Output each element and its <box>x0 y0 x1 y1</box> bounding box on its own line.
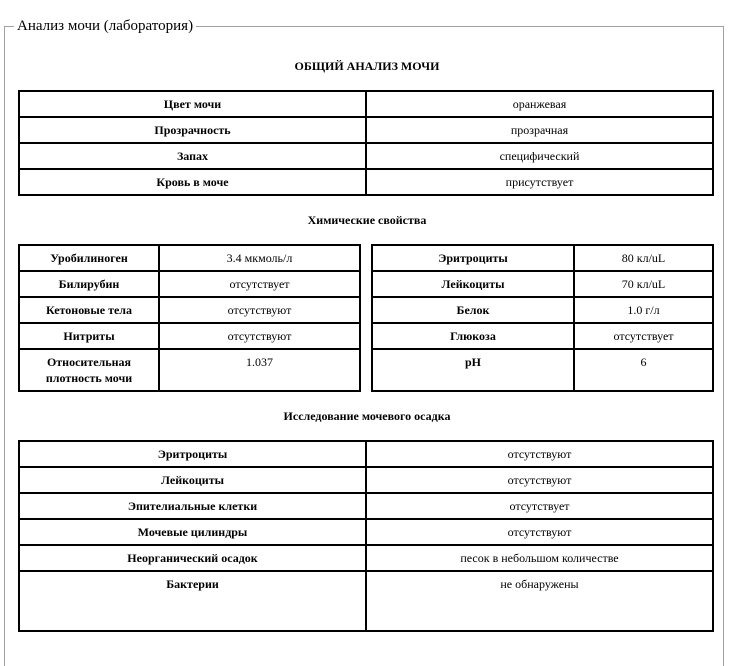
row-value: 1.0 г/л <box>574 297 713 323</box>
table-row <box>19 323 360 349</box>
row-value: специфический <box>366 143 713 169</box>
table-row <box>372 245 713 271</box>
row-label: Бактерии <box>19 571 366 631</box>
row-label: Уробилиноген <box>19 245 159 271</box>
table-row <box>19 297 360 323</box>
row-value: 70 кл/uL <box>574 271 713 297</box>
row-value: отсутствует <box>159 271 360 297</box>
row-label: Прозрачность <box>19 117 366 143</box>
row-value: отсутствует <box>574 323 713 349</box>
row-value: песок в небольшом количестве <box>366 545 713 571</box>
chemical-left-table <box>18 244 361 392</box>
row-value: не обнаружены <box>366 571 713 631</box>
table-row <box>19 349 360 391</box>
chemical-right-table <box>371 244 714 392</box>
row-label: Эпителиальные клетки <box>19 493 366 519</box>
general-properties-table <box>18 90 714 196</box>
row-value: отсутствуют <box>159 297 360 323</box>
row-value: отсутствуют <box>366 467 713 493</box>
table-row <box>19 117 713 143</box>
row-label: Белок <box>372 297 574 323</box>
table-row <box>19 571 713 631</box>
table-row <box>19 169 713 195</box>
sediment-table <box>18 440 714 632</box>
row-value: отсутствует <box>366 493 713 519</box>
row-label: pH <box>372 349 574 391</box>
row-label: Кровь в моче <box>19 169 366 195</box>
row-value: присутствует <box>366 169 713 195</box>
row-label: Относительная плотность мочи <box>19 349 159 391</box>
row-value: оранжевая <box>366 91 713 117</box>
row-label: Эритроциты <box>372 245 574 271</box>
row-label: Неорганический осадок <box>19 545 366 571</box>
row-label: Глюкоза <box>372 323 574 349</box>
chemical-section-title: Химические свойства <box>307 213 427 227</box>
table-row <box>19 91 713 117</box>
row-value: 3.4 мкмоль/л <box>159 245 360 271</box>
row-label: Лейкоциты <box>19 467 366 493</box>
table-row <box>19 271 360 297</box>
row-label: Билирубин <box>19 271 159 297</box>
table-row <box>19 467 713 493</box>
table-row <box>19 545 713 571</box>
row-value: отсутствуют <box>366 519 713 545</box>
row-value: отсутствуют <box>366 441 713 467</box>
sediment-section-title: Исследование мочевого осадка <box>283 409 451 423</box>
row-value: 80 кл/uL <box>574 245 713 271</box>
row-label: Лейкоциты <box>372 271 574 297</box>
table-row <box>19 245 360 271</box>
table-row <box>372 323 713 349</box>
table-row <box>372 271 713 297</box>
row-label: Нитриты <box>19 323 159 349</box>
row-label: Цвет мочи <box>19 91 366 117</box>
table-row <box>372 297 713 323</box>
row-label: Запах <box>19 143 366 169</box>
row-label: Кетоновые тела <box>19 297 159 323</box>
row-value: 1.037 <box>159 349 360 391</box>
table-row <box>19 441 713 467</box>
row-value: 6 <box>574 349 713 391</box>
row-value: прозрачная <box>366 117 713 143</box>
row-label: Эритроциты <box>19 441 366 467</box>
table-row <box>19 143 713 169</box>
fieldset-legend: Анализ мочи (лаборатория) <box>14 17 196 35</box>
table-row <box>19 519 713 545</box>
page-title: ОБЩИЙ АНАЛИЗ МОЧИ <box>294 59 440 73</box>
table-row <box>19 493 713 519</box>
row-label: Мочевые цилиндры <box>19 519 366 545</box>
row-value: отсутствуют <box>159 323 360 349</box>
table-row <box>372 349 713 391</box>
